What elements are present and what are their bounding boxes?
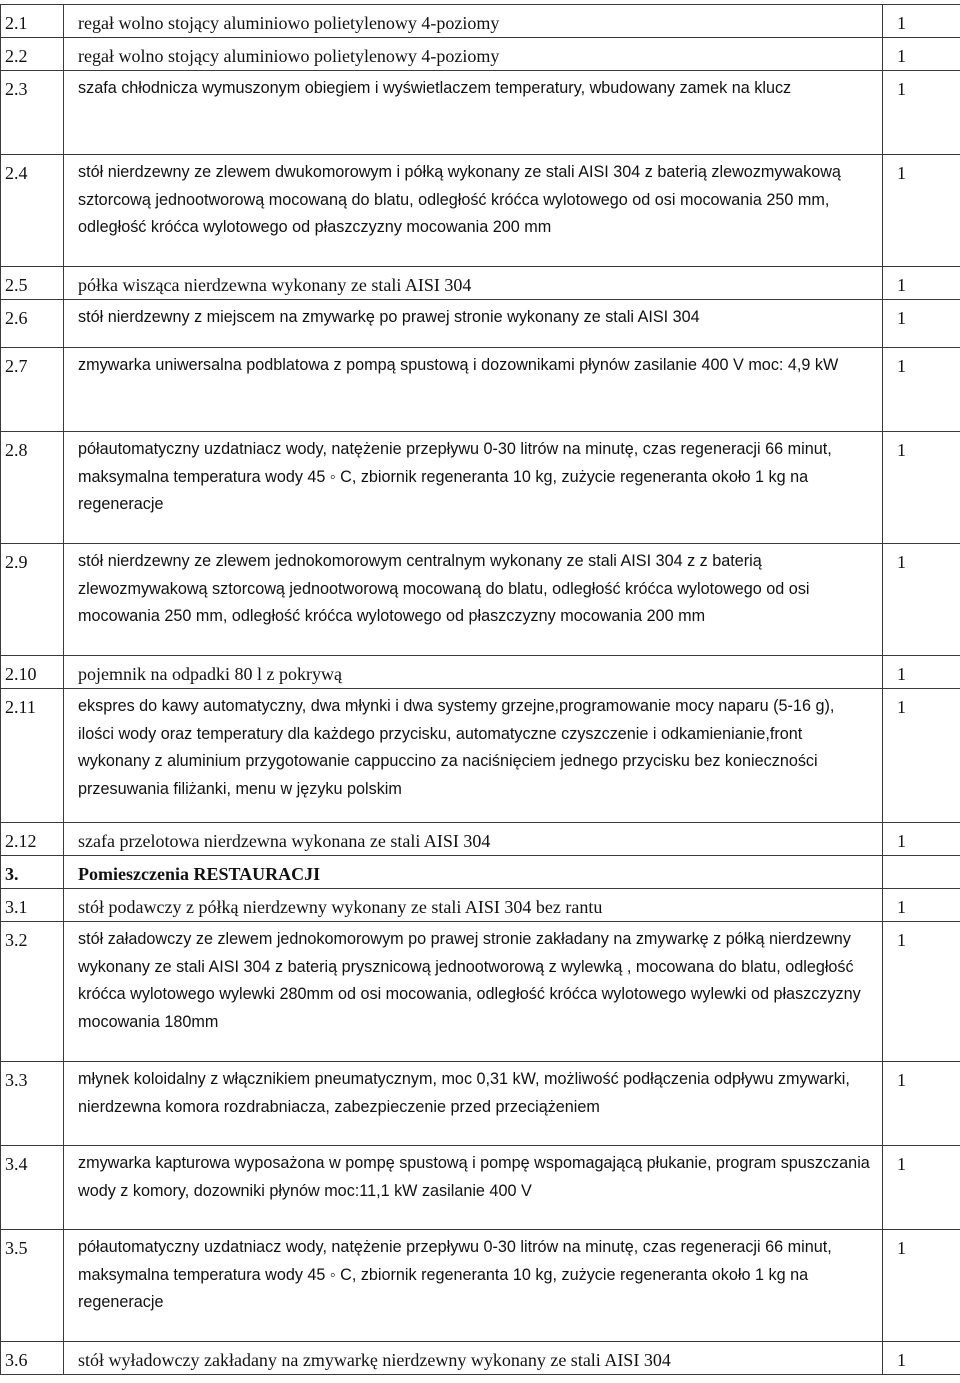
table-row — [1, 71, 960, 155]
item-quantity: 1 — [883, 656, 960, 689]
item-description: półka wisząca nierdzewna wykonany ze stali AISI 304 — [64, 267, 883, 300]
item-quantity: 1 — [883, 1062, 960, 1146]
item-description: regał wolno stojący aluminiowo polietylenowy 4-poziomy — [64, 38, 883, 71]
item-quantity: 1 — [883, 71, 960, 155]
item-quantity: 1 — [883, 1146, 960, 1230]
item-quantity: 1 — [883, 689, 960, 823]
item-number: 3.6 — [1, 1342, 64, 1375]
item-number: 2.5 — [1, 267, 64, 300]
item-description: półautomatyczny uzdatniacz wody, natężenie przepływu 0-30 litrów na minutę, czas regeneracji 66 minut, maksymalna temperatura wody 45 ◦ C, zbiornik regeneranta 10 kg, zużycie regeneranta około 1 kg na regeneracje — [64, 432, 883, 544]
item-quantity: 1 — [883, 1342, 960, 1375]
item-description: szafa chłodnicza wymuszonym obiegiem i wyświetlaczem temperatury, wbudowany zamek na klucz — [64, 71, 883, 155]
item-description: młynek koloidalny z włącznikiem pneumatycznym, moc 0,31 kW, możliwość podłączenia odpływu zmywarki, nierdzewna komora rozdrabniacza, zabezpieczenie przed przeciążeniem — [64, 1062, 883, 1146]
item-number: 3.5 — [1, 1230, 64, 1342]
item-number: 3.4 — [1, 1146, 64, 1230]
table-row — [1, 5, 960, 38]
item-number: 2.8 — [1, 432, 64, 544]
item-description: ekspres do kawy automatyczny, dwa młynki i dwa systemy grzejne,programowanie mocy naparu (5-16 g), ilości wody oraz temperatury dla każdego przycisku, automatyczne czyszczenie i odkamienianie,front wykonany z aluminium przygotowanie cappuccino za naciśnięciem jednego przycisku bez konieczności przesuwania filiżanki, menu w języku polskim — [64, 689, 883, 823]
item-number: 3. — [1, 856, 64, 889]
table-row — [1, 155, 960, 267]
item-number: 3.2 — [1, 922, 64, 1062]
section-header-row — [1, 856, 960, 889]
item-description: stół wyładowczy zakładany na zmywarkę nierdzewny wykonany ze stali AISI 304 — [64, 1342, 883, 1375]
item-description: stół podawczy z półką nierdzewny wykonany ze stali AISI 304 bez rantu — [64, 889, 883, 922]
item-number: 3.1 — [1, 889, 64, 922]
item-number: 2.3 — [1, 71, 64, 155]
item-quantity: 1 — [883, 1230, 960, 1342]
item-number: 2.1 — [1, 5, 64, 38]
table-row — [1, 1230, 960, 1342]
item-description: szafa przelotowa nierdzewna wykonana ze stali AISI 304 — [64, 823, 883, 856]
item-number: 2.9 — [1, 544, 64, 656]
item-quantity: 1 — [883, 544, 960, 656]
item-number: 2.4 — [1, 155, 64, 267]
item-number: 3.3 — [1, 1062, 64, 1146]
table-row — [1, 300, 960, 348]
table-row — [1, 432, 960, 544]
item-description: stół nierdzewny z miejscem na zmywarkę po prawej stronie wykonany ze stali AISI 304 — [64, 300, 883, 348]
table-row — [1, 922, 960, 1062]
item-quantity: 1 — [883, 267, 960, 300]
table-row — [1, 38, 960, 71]
item-quantity: 1 — [883, 348, 960, 432]
item-description: stół nierdzewny ze zlewem jednokomorowym centralnym wykonany ze stali AISI 304 z z baterią zlewozmywakową sztorcową jednootworową mocowaną do blatu, odległość króćca wylotowego od osi mocowania 250 mm, odległość króćca wylotowego od płaszczyzny mocowania 200 mm — [64, 544, 883, 656]
table-row — [1, 544, 960, 656]
section-title: Pomieszczenia RESTAURACJI — [64, 856, 883, 889]
item-description: zmywarka kapturowa wyposażona w pompę spustową i pompę wspomagającą płukanie, program spuszczania wody z komory, dozowniki płynów moc:11,1 kW zasilanie 400 V — [64, 1146, 883, 1230]
item-description: pojemnik na odpadki 80 l z pokrywą — [64, 656, 883, 689]
table-row — [1, 267, 960, 300]
item-quantity: 1 — [883, 432, 960, 544]
table-row — [1, 889, 960, 922]
item-description: stół nierdzewny ze zlewem dwukomorowym i półką wykonany ze stali AISI 304 z baterią zlewozmywakową sztorcową jednootworową mocowaną do blatu, odległość króćca wylotowego od osi mocowania 250 mm, odległość króćca wylotowego od płaszczyzny mocowania 200 mm — [64, 155, 883, 267]
item-quantity: 1 — [883, 300, 960, 348]
item-description: regał wolno stojący aluminiowo polietylenowy 4-poziomy — [64, 5, 883, 38]
table-row — [1, 689, 960, 823]
item-quantity: 1 — [883, 38, 960, 71]
table-row — [1, 1062, 960, 1146]
item-number: 2.11 — [1, 689, 64, 823]
item-quantity: 1 — [883, 922, 960, 1062]
item-quantity: 1 — [883, 5, 960, 38]
table-row — [1, 1146, 960, 1230]
equipment-table-body — [1, 5, 960, 1375]
item-quantity: 1 — [883, 823, 960, 856]
item-number: 2.2 — [1, 38, 64, 71]
item-description: półautomatyczny uzdatniacz wody, natężenie przepływu 0-30 litrów na minutę, czas regeneracji 66 minut, maksymalna temperatura wody 45 ◦ C, zbiornik regeneranta 10 kg, zużycie regeneranta około 1 kg na regeneracje — [64, 1230, 883, 1342]
item-description: zmywarka uniwersalna podblatowa z pompą spustową i dozownikami płynów zasilanie 400 V moc: 4,9 kW — [64, 348, 883, 432]
item-number: 2.10 — [1, 656, 64, 689]
table-row — [1, 348, 960, 432]
table-row — [1, 1342, 960, 1375]
table-row — [1, 823, 960, 856]
item-quantity: 1 — [883, 155, 960, 267]
item-number: 2.7 — [1, 348, 64, 432]
equipment-table — [0, 4, 960, 1375]
table-row — [1, 656, 960, 689]
item-quantity: 1 — [883, 889, 960, 922]
item-number: 2.12 — [1, 823, 64, 856]
item-number: 2.6 — [1, 300, 64, 348]
item-quantity — [883, 856, 960, 889]
item-description: stół załadowczy ze zlewem jednokomorowym po prawej stronie zakładany na zmywarkę z półką nierdzewny wykonany ze stali AISI 304 z baterią prysznicową jednootworową z wylewką , mocowana do blatu, odległość króćca wylotowego wylewki 280mm od osi mocowania, odległość króćca wylotowego wylewki od płaszczyzny mocowania 180mm — [64, 922, 883, 1062]
